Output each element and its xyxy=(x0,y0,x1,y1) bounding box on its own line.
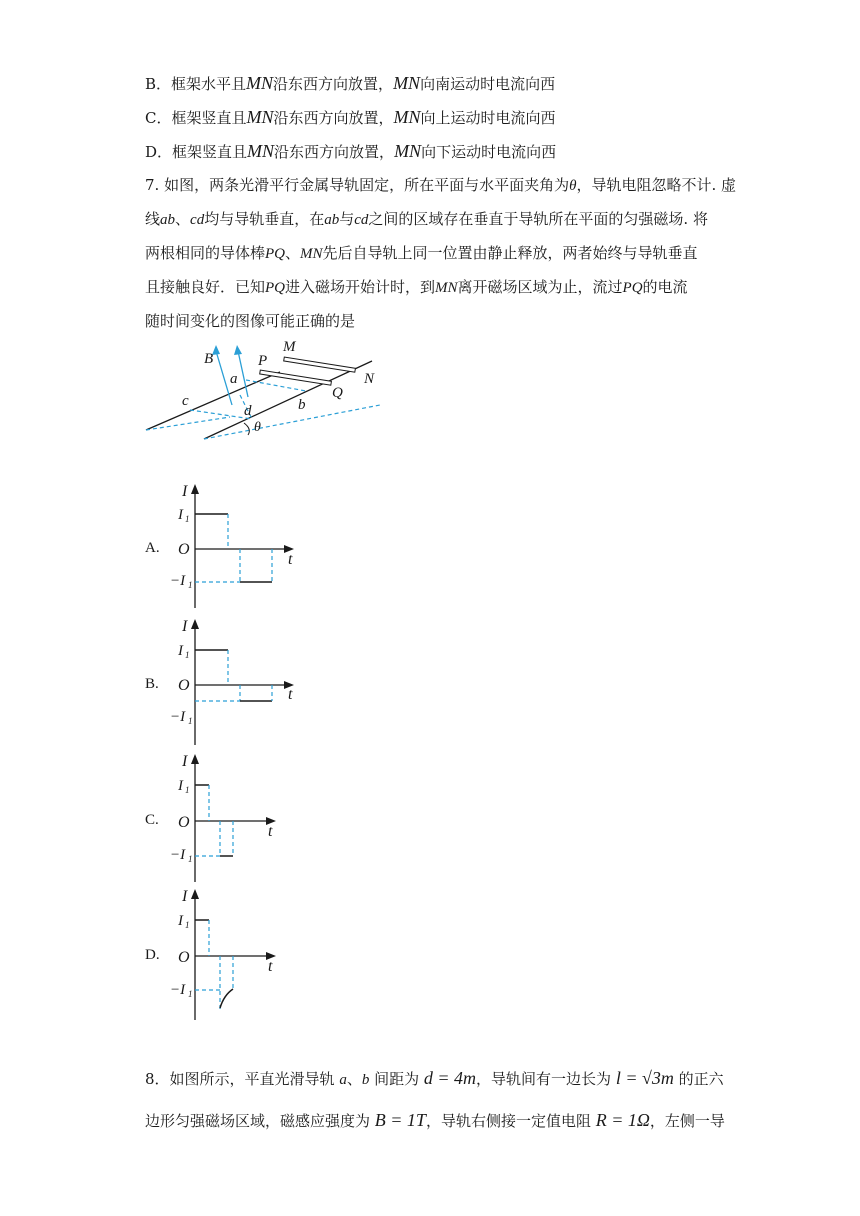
graph-a xyxy=(168,482,308,612)
label-I1-sub: 1 xyxy=(185,514,190,524)
label-neg-I1-sub: 1 xyxy=(188,580,193,590)
label-t: t xyxy=(288,551,293,568)
y-axis-arrow xyxy=(191,889,199,899)
math-b-equation: B = 1T xyxy=(374,1110,426,1130)
q8-text: ，导轨间有一边长为 xyxy=(476,1070,616,1088)
math-cd: cd xyxy=(354,212,369,228)
option-c-prev xyxy=(145,107,556,128)
graph-a-letter: A. xyxy=(145,540,160,556)
q7-text: 线 xyxy=(145,210,161,228)
option-letter: B． xyxy=(145,75,172,93)
label-neg-I1-sub: 1 xyxy=(188,716,193,726)
graph-d-letter: D. xyxy=(145,947,160,963)
q7-text: 与 xyxy=(339,210,355,228)
q8-text: 8．如图所示，平直光滑导轨 xyxy=(145,1070,340,1088)
label-P: P xyxy=(258,353,268,369)
label-theta: θ xyxy=(254,420,261,435)
label-t: t xyxy=(268,958,273,975)
math-b: b xyxy=(361,1072,370,1088)
q7-text: 且接触良好．已知 xyxy=(145,278,266,296)
q7-text: 的电流 xyxy=(642,278,688,296)
label-I1: I xyxy=(178,913,183,929)
graph-c-letter: C. xyxy=(145,812,159,828)
math-cd: cd xyxy=(190,212,205,228)
option-text: 沿东西方向放置， xyxy=(273,109,394,127)
b-arrow-2-head xyxy=(234,345,242,355)
label-Q: Q xyxy=(332,385,343,401)
q7-line-5: 随时间变化的图像可能正确的是 xyxy=(145,312,356,330)
label-neg-I1: −I xyxy=(170,847,186,863)
label-O: O xyxy=(178,814,190,831)
label-M: M xyxy=(283,339,296,355)
math-mn: MN xyxy=(393,73,421,93)
option-d-prev xyxy=(145,141,556,162)
math-mn: MN xyxy=(246,107,274,127)
option-text: 框架水平且 xyxy=(171,75,247,93)
q7-text: 离开磁场区域为止，流过 xyxy=(457,278,623,296)
option-text: 框架竖直且 xyxy=(171,109,247,127)
math-pq: PQ xyxy=(265,246,286,262)
math-ab: ab xyxy=(160,212,176,228)
option-text: 向下运动时电流向西 xyxy=(421,143,557,161)
q7-text: 7. 如图，两条光滑平行金属导轨固定，所在平面与水平面夹角为 xyxy=(145,176,570,194)
q8-text: 边形匀强磁场区域，磁感应强度为 xyxy=(145,1112,375,1130)
option-text: 向南运动时电流向西 xyxy=(420,75,556,93)
label-I1: I xyxy=(178,507,183,523)
y-axis-arrow xyxy=(191,619,199,629)
math-l-equation: l = √3m xyxy=(615,1068,674,1088)
label-I: I xyxy=(182,888,188,905)
q8-text: 间距为 xyxy=(369,1070,424,1088)
option-letter: D． xyxy=(145,143,173,161)
graph-c xyxy=(168,752,308,884)
q7-text: 先后自导轨上同一位置由静止释放，两者始终与导轨垂直 xyxy=(322,244,698,262)
math-d-equation: d = 4m xyxy=(423,1068,477,1088)
math-mn: MN xyxy=(394,141,422,161)
q7-line-3 xyxy=(145,243,698,264)
dashed-ext-2 xyxy=(204,405,380,439)
label-I1-sub: 1 xyxy=(185,785,190,795)
label-I1-sub: 1 xyxy=(185,920,190,930)
math-r-equation: R = 1Ω xyxy=(595,1110,650,1130)
q8-text: 、 xyxy=(346,1070,362,1088)
math-pq: PQ xyxy=(265,280,286,296)
label-I: I xyxy=(182,753,188,770)
q7-text: ，导轨电阻忽略不计. 虚 xyxy=(576,176,737,194)
label-I1: I xyxy=(178,643,183,659)
q8-text: 的正六 xyxy=(673,1070,724,1088)
q7-line-1 xyxy=(145,175,736,196)
math-mn: MN xyxy=(247,141,275,161)
option-text: 框架竖直且 xyxy=(172,143,248,161)
label-neg-I1-sub: 1 xyxy=(188,854,193,864)
q7-text: 均与导轨垂直，在 xyxy=(204,210,325,228)
option-text: 沿东西方向放置， xyxy=(273,75,394,93)
label-neg-I1: −I xyxy=(170,982,186,998)
label-I1: I xyxy=(178,778,183,794)
label-B: B xyxy=(204,351,214,367)
label-O: O xyxy=(178,541,190,558)
q8-text: ，左侧一导 xyxy=(649,1112,725,1130)
rod-pq xyxy=(260,370,332,385)
label-I: I xyxy=(182,483,188,500)
option-text: 沿东西方向放置， xyxy=(274,143,395,161)
math-mn: MN xyxy=(246,73,274,93)
dashed-line-cd xyxy=(190,410,252,419)
label-I1-sub: 1 xyxy=(185,650,190,660)
q8-line-2 xyxy=(145,1110,725,1131)
q8-text: ，导轨右侧接一定值电阻 xyxy=(425,1112,596,1130)
label-O: O xyxy=(178,677,190,694)
option-text: 向上运动时电流向西 xyxy=(420,109,556,127)
math-mn: MN xyxy=(300,246,323,262)
graph-b xyxy=(168,617,308,747)
q8-line-1 xyxy=(145,1068,724,1090)
option-letter: C． xyxy=(145,109,172,127)
y-axis-arrow xyxy=(191,754,199,764)
curve-neg-decay xyxy=(220,989,233,1008)
q7-text: 之间的区域存在垂直于导轨所在平面的匀强磁场. 将 xyxy=(368,210,708,228)
label-b: b xyxy=(298,397,306,413)
graph-b-letter: B. xyxy=(145,676,159,692)
b-arrow-1-head xyxy=(212,345,220,355)
option-b-prev xyxy=(145,73,555,94)
label-t: t xyxy=(268,823,273,840)
label-d: d xyxy=(244,403,252,419)
math-mn: MN xyxy=(435,280,458,296)
q7-text: 两根相同的导体棒 xyxy=(145,244,266,262)
math-theta: θ xyxy=(569,178,577,194)
math-ab: ab xyxy=(324,212,340,228)
label-I: I xyxy=(182,618,188,635)
y-axis-arrow xyxy=(191,484,199,494)
rail-diagram xyxy=(140,335,390,445)
label-c: c xyxy=(182,393,189,409)
label-neg-I1: −I xyxy=(170,709,186,725)
label-neg-I1: −I xyxy=(170,573,186,589)
label-t: t xyxy=(288,686,293,703)
label-a: a xyxy=(230,371,238,387)
theta-arc xyxy=(244,423,249,435)
label-O: O xyxy=(178,949,190,966)
q7-line-4 xyxy=(145,277,688,298)
q7-text: 、 xyxy=(175,210,191,228)
math-pq: PQ xyxy=(622,280,643,296)
dashed-line-ab xyxy=(246,380,306,391)
dashed-ext-1 xyxy=(146,417,230,430)
q7-text: 、 xyxy=(285,244,301,262)
label-neg-I1-sub: 1 xyxy=(188,989,193,999)
rod-mn xyxy=(284,357,356,372)
q7-line-2 xyxy=(145,209,708,230)
label-N: N xyxy=(364,371,375,387)
math-mn: MN xyxy=(393,107,421,127)
math-a: a xyxy=(339,1072,347,1088)
q7-text: 进入磁场开始计时，到 xyxy=(285,278,436,296)
graph-d xyxy=(168,887,308,1022)
